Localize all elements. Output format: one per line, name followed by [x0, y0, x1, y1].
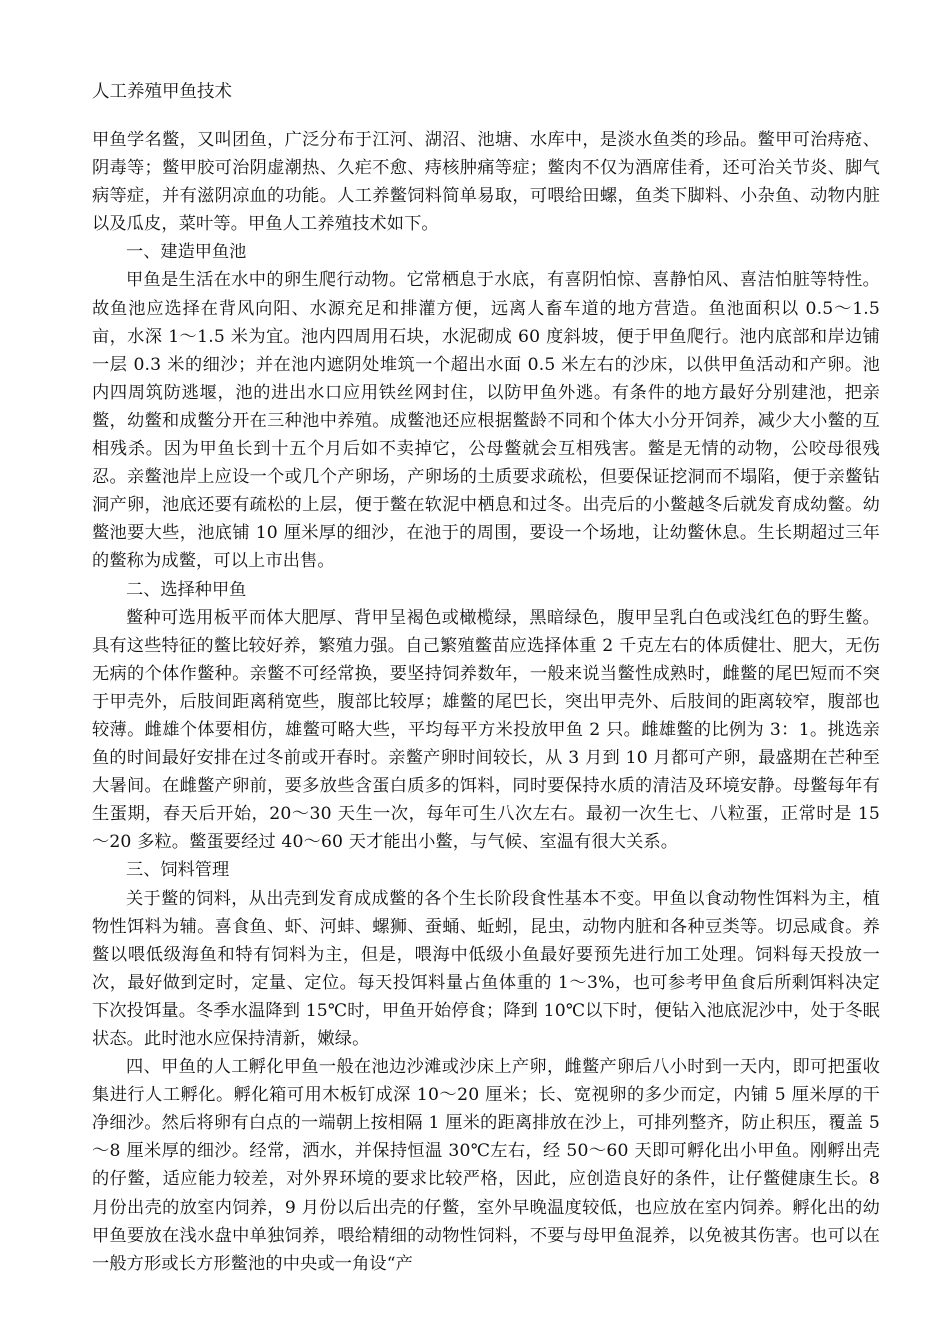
- document-page: [92, 78, 880, 1278]
- section-1-heading: 一、建造甲鱼池: [126, 242, 247, 263]
- document-title: 人工养殖甲鱼技术: [92, 82, 232, 102]
- section-1-paragraph: 甲鱼是生活在水中的卵生爬行动物。它常栖息于水底，有喜阴怕惊、喜静怕风、喜洁怕脏等特性。故鱼池应选择在背风向阳、水源充足和排灌方便，远离人畜车道的地方营造。鱼池面积以 0.5～1.5 亩，水深 1～1.5 米为宜。池内四周用石块，水泥砌成 60 度斜坡，便于甲鱼爬行。池内底部和岸边铺一层 0.3 米的细沙；并在池内遮阴处堆筑一个超出水面 0.5 米左右的沙床，以供甲鱼活动和产卵。池内四周筑防逃堰，池的进出水口应用铁丝网封住，以防甲鱼外逃。有条件的地方最好分别建池，把亲鳖，幼鳖和成鳖分开在三种池中养殖。成鳖池还应根据鳖龄不同和个体大小分开饲养，减少大小鳖的互相残杀。因为甲鱼长到十五个月后如不卖掉它，公母鳖就会互相残害。鳖是无情的动物，公咬母很残忍。亲鳖池岸上应设一个或几个产卵场，产卵场的土质要求疏松，但要保证挖洞而不塌陷，便于亲鳖钻洞产卵，池底还要有疏松的上层，便于鳖在软泥中栖息和过冬。出壳后的小鳖越冬后就发育成幼鳖。幼鳖池要大些，池底铺 10 厘米厚的细沙，在池于的周围，要设一个场地，让幼鳖休息。生长期超过三年的鳖称为成鳖，可以上市出售。: [92, 270, 880, 572]
- section-3-paragraph: 关于鳖的饲料，从出壳到发育成成鳖的各个生长阶段食性基本不变。甲鱼以食动物性饵料为主，植物性饵料为辅。喜食鱼、虾、河蚌、螺狮、蚕蛹、蚯蚓，昆虫，动物内脏和各种豆类等。切忌咸食。养鳖以喂低级海鱼和特有饲料为主，但是，喂海中低级小鱼最好要预先进行加工处理。饲料每天投放一次，最好做到定时，定量、定位。每天投饵料量占鱼体重的 1～3%，也可参考甲鱼食后所剩饵料决定下次投饵量。冬季水温降到 15℃时，甲鱼开始停食；降到 10℃以下时，便钻入池底泥沙中，处于冬眠状态。此时池水应保持清新，嫩绿。: [92, 888, 880, 1049]
- section-3-heading: 三、饲料管理: [126, 860, 230, 881]
- section-4-paragraph: 四、甲鱼的人工孵化甲鱼一般在池边沙滩或沙床上产卵，雌鳖产卵后八小时到一天内，即可把蛋收集进行人工孵化。孵化箱可用木板钉成深 10～20 厘米；长、宽视卵的多少而定，内铺 5 厘米厚的干净细沙。然后将卵有白点的一端朝上按相隔 1 厘米的距离排放在沙上，可排列整齐，防止积压，覆盖 5～8 厘米厚的细沙。经常，洒水，并保持恒温 30℃左右，经 50～60 天即可孵化出小甲鱼。刚孵出壳的仔鳖，适应能力较差，对外界环境的要求比较严格，因此，应创造良好的条件，让仔鳖健康生长。8 月份出壳的放室内饲养，9 月份以后出壳的仔鳖，室外早晚温度较低，也应放在室内饲养。孵化出的幼甲鱼要放在浅水盘中单独饲养，喂给精细的动物性饲料，不要与母甲鱼混养，以免被其伤害。也可以在一般方形或长方形鳖池的中央或一角设“产: [92, 1057, 880, 1274]
- section-2-heading: 二、选择种甲鱼: [126, 579, 247, 600]
- section-2-paragraph: 鳖种可选用板平而体大肥厚、背甲呈褐色或橄榄绿，黑暗绿色，腹甲呈乳白色或浅红色的野生鳖。具有这些特征的鳖比较好养，繁殖力强。自己繁殖鳖苗应选择体重 2 千克左右的体质健壮、肥大，无伤无病的个体作鳖种。亲鳖不可经常换，要坚持饲养数年，一般来说当鳖性成熟时，雌鳖的尾巴短而不突于甲壳外，后肢间距离稍宽些，腹部比较厚；雄鳖的尾巴长，突出甲壳外、后肢间的距离较窄，腹部也较薄。雌雄个体要相仿，雄鳖可略大些，平均每平方米投放甲鱼 2 只。雌雄鳖的比例为 3：1。挑选亲鱼的时间最好安排在过冬前或开春时。亲鳖产卵时间较长，从 3 月到 10 月都可产卵，最盛期在芒种至大暑间。在雌鳖产卵前，要多放些含蛋白质多的饵料，同时要保持水质的清洁及环境安静。母鳖每年有生蛋期，春天后开始，20～30 天生一次，每年可生八次左右。最初一次生七、八粒蛋，正常时是 15～20 多粒。鳖蛋要经过 40～60 天才能出小鳖，与气候、室温有很大关系。: [92, 607, 880, 853]
- intro-paragraph: 甲鱼学名鳖，又叫团鱼，广泛分布于江河、湖沼、池塘、水库中，是淡水鱼类的珍品。鳖甲可治痔疮、阴毒等；鳖甲胶可治阴虚潮热、久疟不愈、痔核肿痛等症；鳖肉不仅为酒席佳肴，还可治关节炎、脚气病等症，并有滋阴凉血的功能。人工养鳖饲料简单易取，可喂给田螺，鱼类下脚料、小杂鱼、动物内脏以及瓜皮，菜叶等。甲鱼人工养殖技术如下。: [92, 130, 880, 235]
